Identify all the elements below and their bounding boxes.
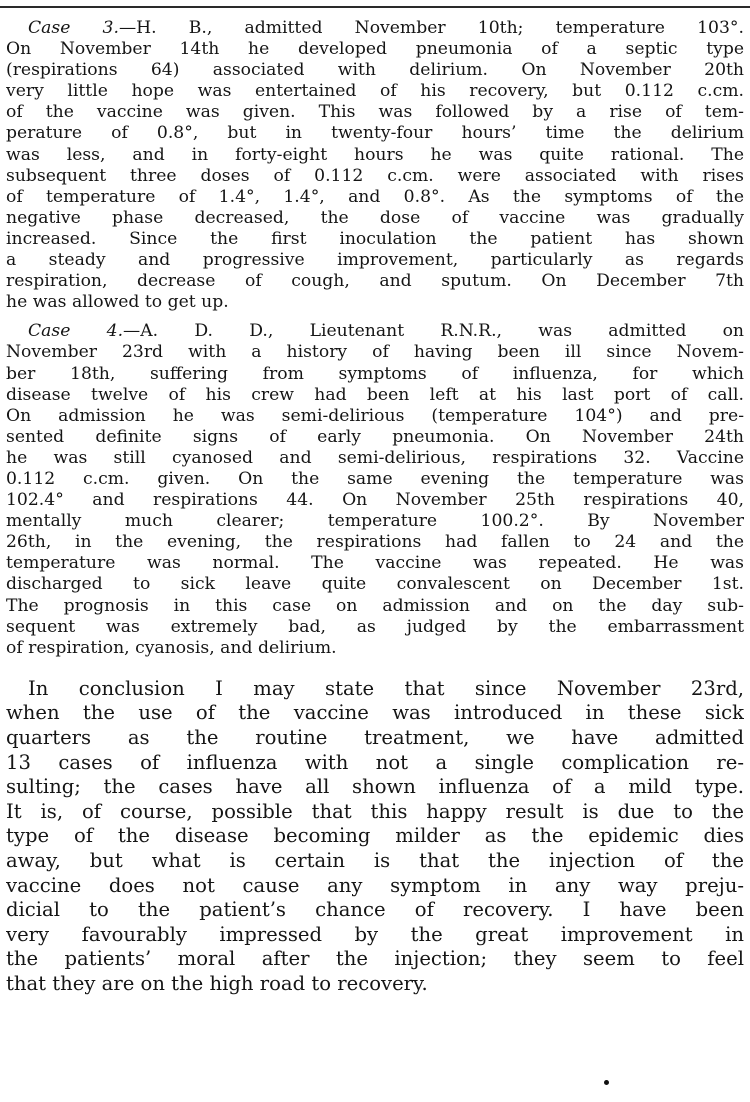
case-4-line: The prognosis in this case on admission and on the day sub- (6, 595, 744, 616)
conclusion-line: dicial to the patient’s chance of recovery. I have been (6, 898, 744, 922)
case-3-line: (respirations 64) associated with delirium. On November 20th (6, 60, 744, 81)
case-3-line-text: —H. B., admitted November 10th; temperature 103°. (118, 18, 744, 38)
conclusion-line: quarters as the routine treatment, we have admitted (6, 726, 744, 749)
top-rule (0, 6, 750, 8)
case-3-line: negative phase decreased, the dose of vaccine was gradually (6, 207, 744, 228)
conclusion-line: 13 cases of influenza with not a single complication re- (6, 750, 744, 774)
page-body (6, 18, 744, 997)
case-3-line: subsequent three doses of 0.112 c.cm. were associated with rises (6, 165, 744, 186)
conclusion-line: In conclusion I may state that since November 23rd, (28, 676, 744, 700)
conclusion-line: when the use of the vaccine was introduced in these sick (6, 701, 744, 725)
case-3-line: respiration, decrease of cough, and sputum. On December 7th (6, 271, 744, 292)
case-4-line: 26th, in the evening, the respirations had fallen to 24 and the (6, 532, 744, 553)
case-4-line: 0.112 c.cm. given. On the same evening the temperature was (6, 468, 744, 489)
case-3-line: he was allowed to get up. (6, 292, 229, 313)
case-4-line: sented definite signs of early pneumonia. On November 24th (6, 426, 744, 447)
case-3-line: very little hope was entertained of his recovery, but 0.112 c.cm. (6, 81, 744, 102)
case-4-line: temperature was normal. The vaccine was repeated. He was (6, 553, 744, 574)
case-3-line: of temperature of 1.4°, 1.4°, and 0.8°. As the symptoms of the (6, 186, 744, 207)
case-3-paragraph (6, 18, 744, 313)
case-4-line: 102.4° and respirations 44. On November 25th respirations 40, (6, 490, 744, 511)
case-4-line: November 23rd with a history of having been ill since Novem- (6, 342, 744, 363)
case-4-line: he was still cyanosed and semi-delirious, respirations 32. Vaccine (6, 447, 744, 468)
case-3-line: increased. Since the first inoculation the patient has shown (6, 228, 744, 249)
case-4-line (6, 321, 744, 342)
case-4-line: ber 18th, suffering from symptoms of influenza, for which (6, 363, 744, 384)
conclusion-line: away, but what is certain is that the injection of the (6, 848, 744, 872)
conclusion-line: the patients’ moral after the injection; they seem to feel (6, 947, 744, 971)
conclusion-line: vaccine does not cause any symptom in any way preju- (6, 873, 744, 897)
conclusion-line: very favourably impressed by the great improvement in (6, 922, 744, 946)
case-3-line: of the vaccine was given. This was followed by a rise of tem- (6, 102, 744, 123)
case-4-line-text: —A. D. D., Lieutenant R.N.R., was admitted on (123, 321, 744, 342)
case-4-paragraph (6, 321, 744, 659)
case-3-line: a steady and progressive improvement, particularly as regards (6, 250, 744, 271)
case-3-label: Case 3. (28, 18, 119, 38)
conclusion-paragraph (6, 677, 744, 997)
case-3-line: On November 14th he developed pneumonia of a septic type (6, 39, 744, 60)
case-4-line: On admission he was semi-delirious (temperature 104°) and pre- (6, 405, 744, 426)
case-4-line: of respiration, cyanosis, and delirium. (6, 637, 337, 658)
case-4-line: discharged to sick leave quite convalescent on December 1st. (6, 574, 744, 595)
case-3-line (6, 18, 744, 39)
case-4-line: mentally much clearer; temperature 100.2°. By November (6, 511, 744, 532)
ink-dot (604, 1080, 609, 1085)
case-3-line: was less, and in forty-eight hours he was quite rational. The (6, 144, 744, 165)
case-4-line: sequent was extremely bad, as judged by the embarrassment (6, 616, 744, 637)
conclusion-line: type of the disease becoming milder as the epidemic dies (6, 824, 744, 848)
conclusion-line: sulting; the cases have all shown influenza of a mild type. (6, 775, 744, 799)
case-4-label: Case 4. (28, 321, 124, 342)
case-4-line: disease twelve of his crew had been left at his last port of call. (6, 384, 744, 405)
conclusion-line: It is, of course, possible that this happy result is due to the (6, 799, 744, 823)
conclusion-line: that they are on the high road to recovery. (6, 971, 428, 995)
case-3-line: perature of 0.8°, but in twenty-four hours’ time the delirium (6, 123, 744, 144)
